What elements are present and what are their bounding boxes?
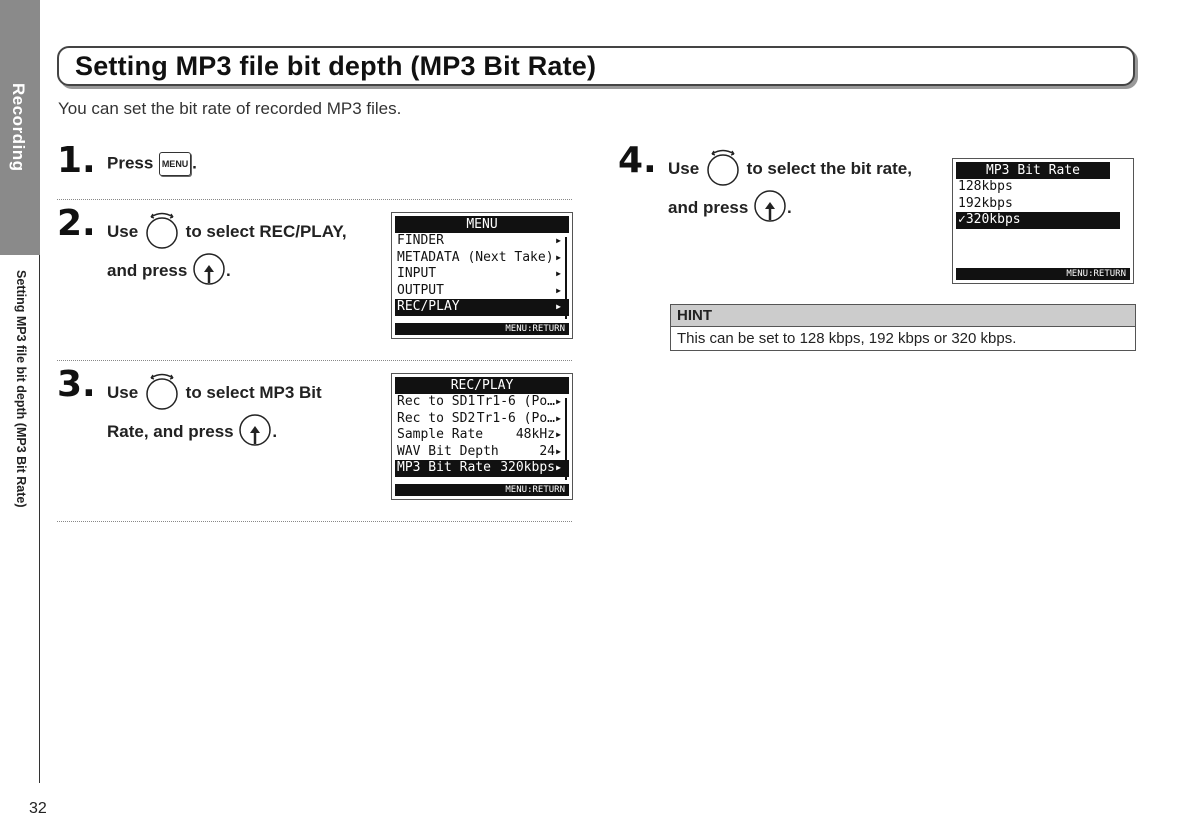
menu-row-label: INPUT bbox=[397, 266, 437, 281]
arrow-right-icon: ▶ bbox=[556, 302, 561, 311]
step-3-action: to select MP3 Bit bbox=[185, 382, 322, 402]
recplay-screen-header: REC/PLAY bbox=[395, 377, 569, 394]
step-4-action: to select the bit rate, bbox=[746, 158, 912, 178]
arrow-right-icon: ▶ bbox=[556, 236, 561, 245]
bitrate-screen-header: MP3 Bit Rate bbox=[956, 162, 1110, 179]
menu-row-label: METADATA (Next Take) bbox=[397, 249, 554, 265]
step-3-number: 3. bbox=[57, 364, 96, 405]
recplay-row-value: Tr1-6 (Po… bbox=[476, 394, 555, 409]
recplay-row-value: 48kHz bbox=[515, 427, 555, 442]
step-2-number: 2. bbox=[57, 203, 96, 244]
recplay-row-value: 24 bbox=[539, 443, 555, 459]
hint-label: HINT bbox=[671, 305, 1135, 327]
dial-icon bbox=[143, 371, 181, 416]
menu-row bbox=[395, 233, 569, 250]
menu-row-label: OUTPUT bbox=[397, 282, 444, 298]
step-2-line2 bbox=[107, 252, 231, 291]
bitrate-option-label: ✓320kbps bbox=[958, 212, 1021, 227]
page-title: Setting MP3 file bit depth (MP3 Bit Rate) bbox=[75, 51, 597, 81]
page-number: 32 bbox=[29, 800, 47, 817]
recplay-row-label: WAV Bit Depth bbox=[397, 443, 499, 459]
step-3-line1 bbox=[107, 371, 322, 416]
arrow-right-icon: ▶ bbox=[556, 430, 561, 439]
arrow-right-icon: ▶ bbox=[556, 413, 561, 423]
step-2-action: to select REC/PLAY, bbox=[185, 221, 347, 241]
recplay-row bbox=[395, 394, 569, 411]
recplay-row-label: Sample Rate bbox=[397, 427, 484, 442]
arrow-right-icon: ▶ bbox=[556, 285, 561, 295]
step-4-pre: Use bbox=[668, 158, 700, 178]
bitrate-screen-footer: MENU:RETURN bbox=[956, 268, 1130, 280]
step-4-line2 bbox=[668, 189, 792, 228]
step-1-post: . bbox=[192, 153, 197, 173]
dial-icon bbox=[143, 210, 181, 255]
hint-text: This can be set to 128 kbps, 192 kbps or 320 kbps. bbox=[677, 330, 1017, 347]
bitrate-option-label: 128kbps bbox=[958, 179, 1013, 194]
step-4-line1 bbox=[668, 147, 912, 192]
arrow-right-icon: ▶ bbox=[556, 397, 561, 406]
menu-row bbox=[395, 266, 569, 283]
arrow-right-icon: ▶ bbox=[556, 269, 561, 278]
arrow-right-icon: ▶ bbox=[556, 463, 561, 472]
hint-box bbox=[670, 304, 1136, 351]
menu-screen-header: MENU bbox=[395, 216, 569, 233]
recplay-row-label: Rec to SD1 bbox=[397, 394, 476, 409]
step-4-number: 4. bbox=[618, 140, 657, 181]
menu-row-selected bbox=[395, 299, 569, 316]
intro-text: You can set the bit rate of recorded MP3 files. bbox=[58, 99, 402, 118]
recplay-row-selected bbox=[395, 460, 569, 477]
step-2-pre: Use bbox=[107, 221, 139, 241]
bitrate-option bbox=[956, 196, 1120, 213]
bitrate-option bbox=[956, 179, 1120, 196]
step-divider bbox=[57, 521, 572, 522]
scrollbar bbox=[565, 398, 567, 480]
arrow-right-icon: ▶ bbox=[556, 252, 561, 262]
section-tab bbox=[0, 0, 40, 255]
step-2-line2-post: . bbox=[226, 260, 231, 280]
menu-screen-footer: MENU:RETURN bbox=[395, 323, 569, 335]
step-1-number: 1. bbox=[57, 140, 96, 181]
recplay-row-label: MP3 Bit Rate bbox=[397, 460, 491, 475]
step-1-pre: Press bbox=[107, 153, 154, 173]
recplay-row-value: 320kbps bbox=[500, 460, 555, 475]
recplay-screen-footer: MENU:RETURN bbox=[395, 484, 569, 496]
menu-row-label: FINDER bbox=[397, 233, 444, 248]
bitrate-option-label: 192kbps bbox=[958, 195, 1013, 211]
dial-icon bbox=[704, 147, 742, 192]
section-tab-label: Recording bbox=[9, 83, 28, 172]
recplay-row-label: Rec to SD2 bbox=[397, 410, 476, 426]
title-bar bbox=[57, 46, 1135, 86]
recplay-screen bbox=[391, 373, 573, 500]
menu-key-icon: MENU bbox=[159, 152, 191, 176]
step-2-line2-pre: and press bbox=[107, 260, 188, 280]
bitrate-option-selected bbox=[956, 212, 1120, 229]
recplay-row bbox=[395, 427, 569, 444]
margin-divider bbox=[39, 255, 40, 783]
step-3-line2 bbox=[107, 413, 277, 452]
arrow-right-icon: ▶ bbox=[556, 446, 561, 456]
step-divider bbox=[57, 360, 572, 361]
step-3-line2-pre: Rate, and press bbox=[107, 421, 234, 441]
step-3-pre: Use bbox=[107, 382, 139, 402]
step-2-line1 bbox=[107, 210, 347, 255]
menu-row bbox=[395, 250, 569, 267]
menu-row bbox=[395, 283, 569, 300]
recplay-row bbox=[395, 444, 569, 461]
press-button-icon bbox=[192, 252, 226, 291]
menu-screen bbox=[391, 212, 573, 339]
step-3-line2-post: . bbox=[272, 421, 278, 441]
margin-subtitle: Setting MP3 file bit depth (MP3 Bit Rate) bbox=[14, 270, 28, 508]
press-button-icon bbox=[753, 189, 787, 228]
step-divider bbox=[57, 199, 572, 200]
recplay-row bbox=[395, 411, 569, 428]
recplay-row-value: Tr1-6 (Po… bbox=[476, 410, 555, 426]
step-4-line2-pre: and press bbox=[668, 197, 749, 217]
menu-row-label: REC/PLAY bbox=[397, 299, 460, 314]
step-4-line2-post: . bbox=[787, 197, 792, 217]
press-button-icon bbox=[238, 413, 272, 452]
scrollbar bbox=[565, 237, 567, 319]
step-1-text bbox=[107, 152, 197, 176]
bitrate-screen bbox=[952, 158, 1134, 284]
